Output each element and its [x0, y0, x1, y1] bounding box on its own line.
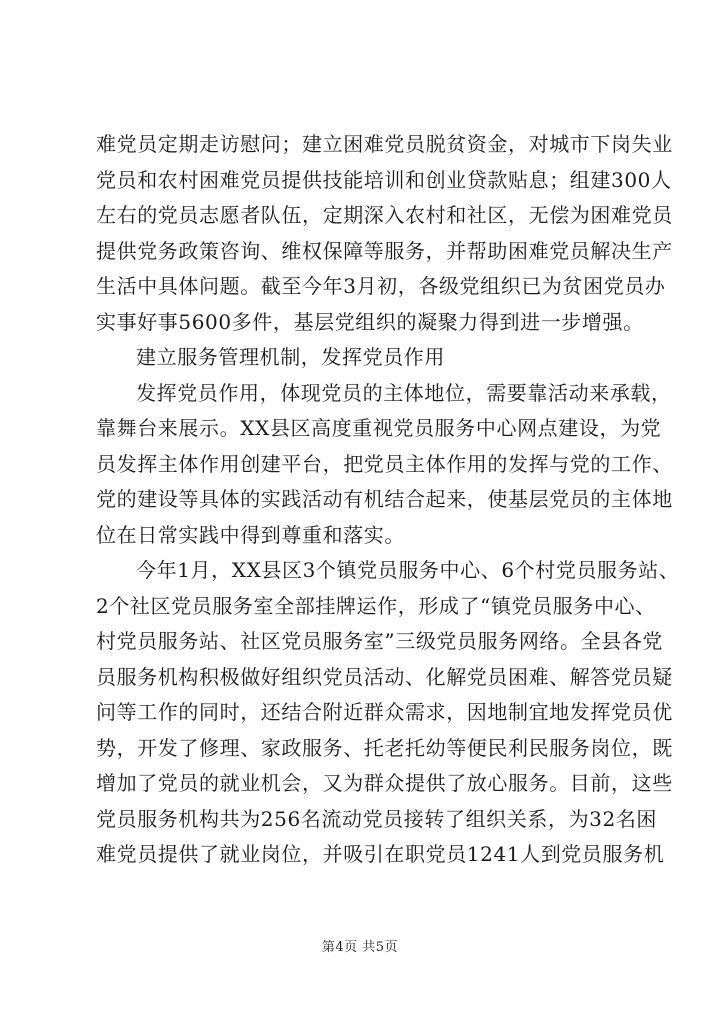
- page-number: 第4页 共5页: [321, 940, 399, 955]
- text-line: 2个社区党员服务室全部挂牌运作，形成了“镇党员服务中心、: [96, 593, 656, 618]
- text-line: 村党员服务站、社区党员服务室”三级党员服务网络。全县各党: [96, 629, 664, 653]
- text-line: 今年1月，XX县区3个镇党员服务中心、6个村党员服务站、: [136, 558, 680, 582]
- text-line: 实事好事5600多件，基层党组织的凝聚力得到进一步增强。: [96, 309, 644, 334]
- text-line: 发挥党员作用，体现党员的主体地位，需要靠活动来承载，: [136, 380, 672, 405]
- text-line: 增加了党员的就业机会，又为群众提供了放心服务。目前，这些: [96, 771, 673, 795]
- text-line: 靠舞台来展示。XX县区高度重视党员服务中心网点建设，为党: [96, 416, 662, 440]
- text-line: 员发挥主体作用创建平台，把党员主体作用的发挥与党的工作、: [96, 451, 673, 476]
- text-line: 位在日常实践中得到尊重和落实。: [96, 522, 405, 547]
- section-heading: 建立服务管理机制，发挥党员作用: [136, 345, 445, 369]
- text-line: 难党员提供了就业岗位，并吸引在职党员1241人到党员服务机: [96, 842, 665, 866]
- text-line: 党的建设等具体的实践活动有机结合起来，使基层党员的主体地: [96, 487, 673, 511]
- text-line: 问等工作的同时，还结合附近群众需求，因地制宜地发挥党员优: [96, 700, 673, 724]
- document-body: [96, 127, 680, 873]
- text-line: 生活中具体问题。截至今年3月初，各级党组织已为贫困党员办: [96, 274, 666, 298]
- text-line: 提供党务政策咨询、维权保障等服务，并帮助困难党员解决生产: [96, 238, 673, 263]
- text-line: 势，开发了修理、家政服务、托老托幼等便民利民服务岗位，既: [96, 735, 673, 760]
- text-line: 党员和农村困难党员提供技能培训和创业贷款贴息；组建300人: [96, 167, 672, 192]
- text-line: 左右的党员志愿者队伍，定期深入农村和社区，无偿为困难党员: [96, 203, 673, 227]
- text-line: 难党员定期走访慰问；建立困难党员脱贫资金，对城市下岗失业: [96, 132, 673, 156]
- text-line: 员服务机构积极做好组织党员活动、化解党员困难、解答党员疑: [96, 664, 673, 689]
- text-line: 党员服务机构共为256名流动党员接转了组织关系，为32名困: [96, 806, 658, 831]
